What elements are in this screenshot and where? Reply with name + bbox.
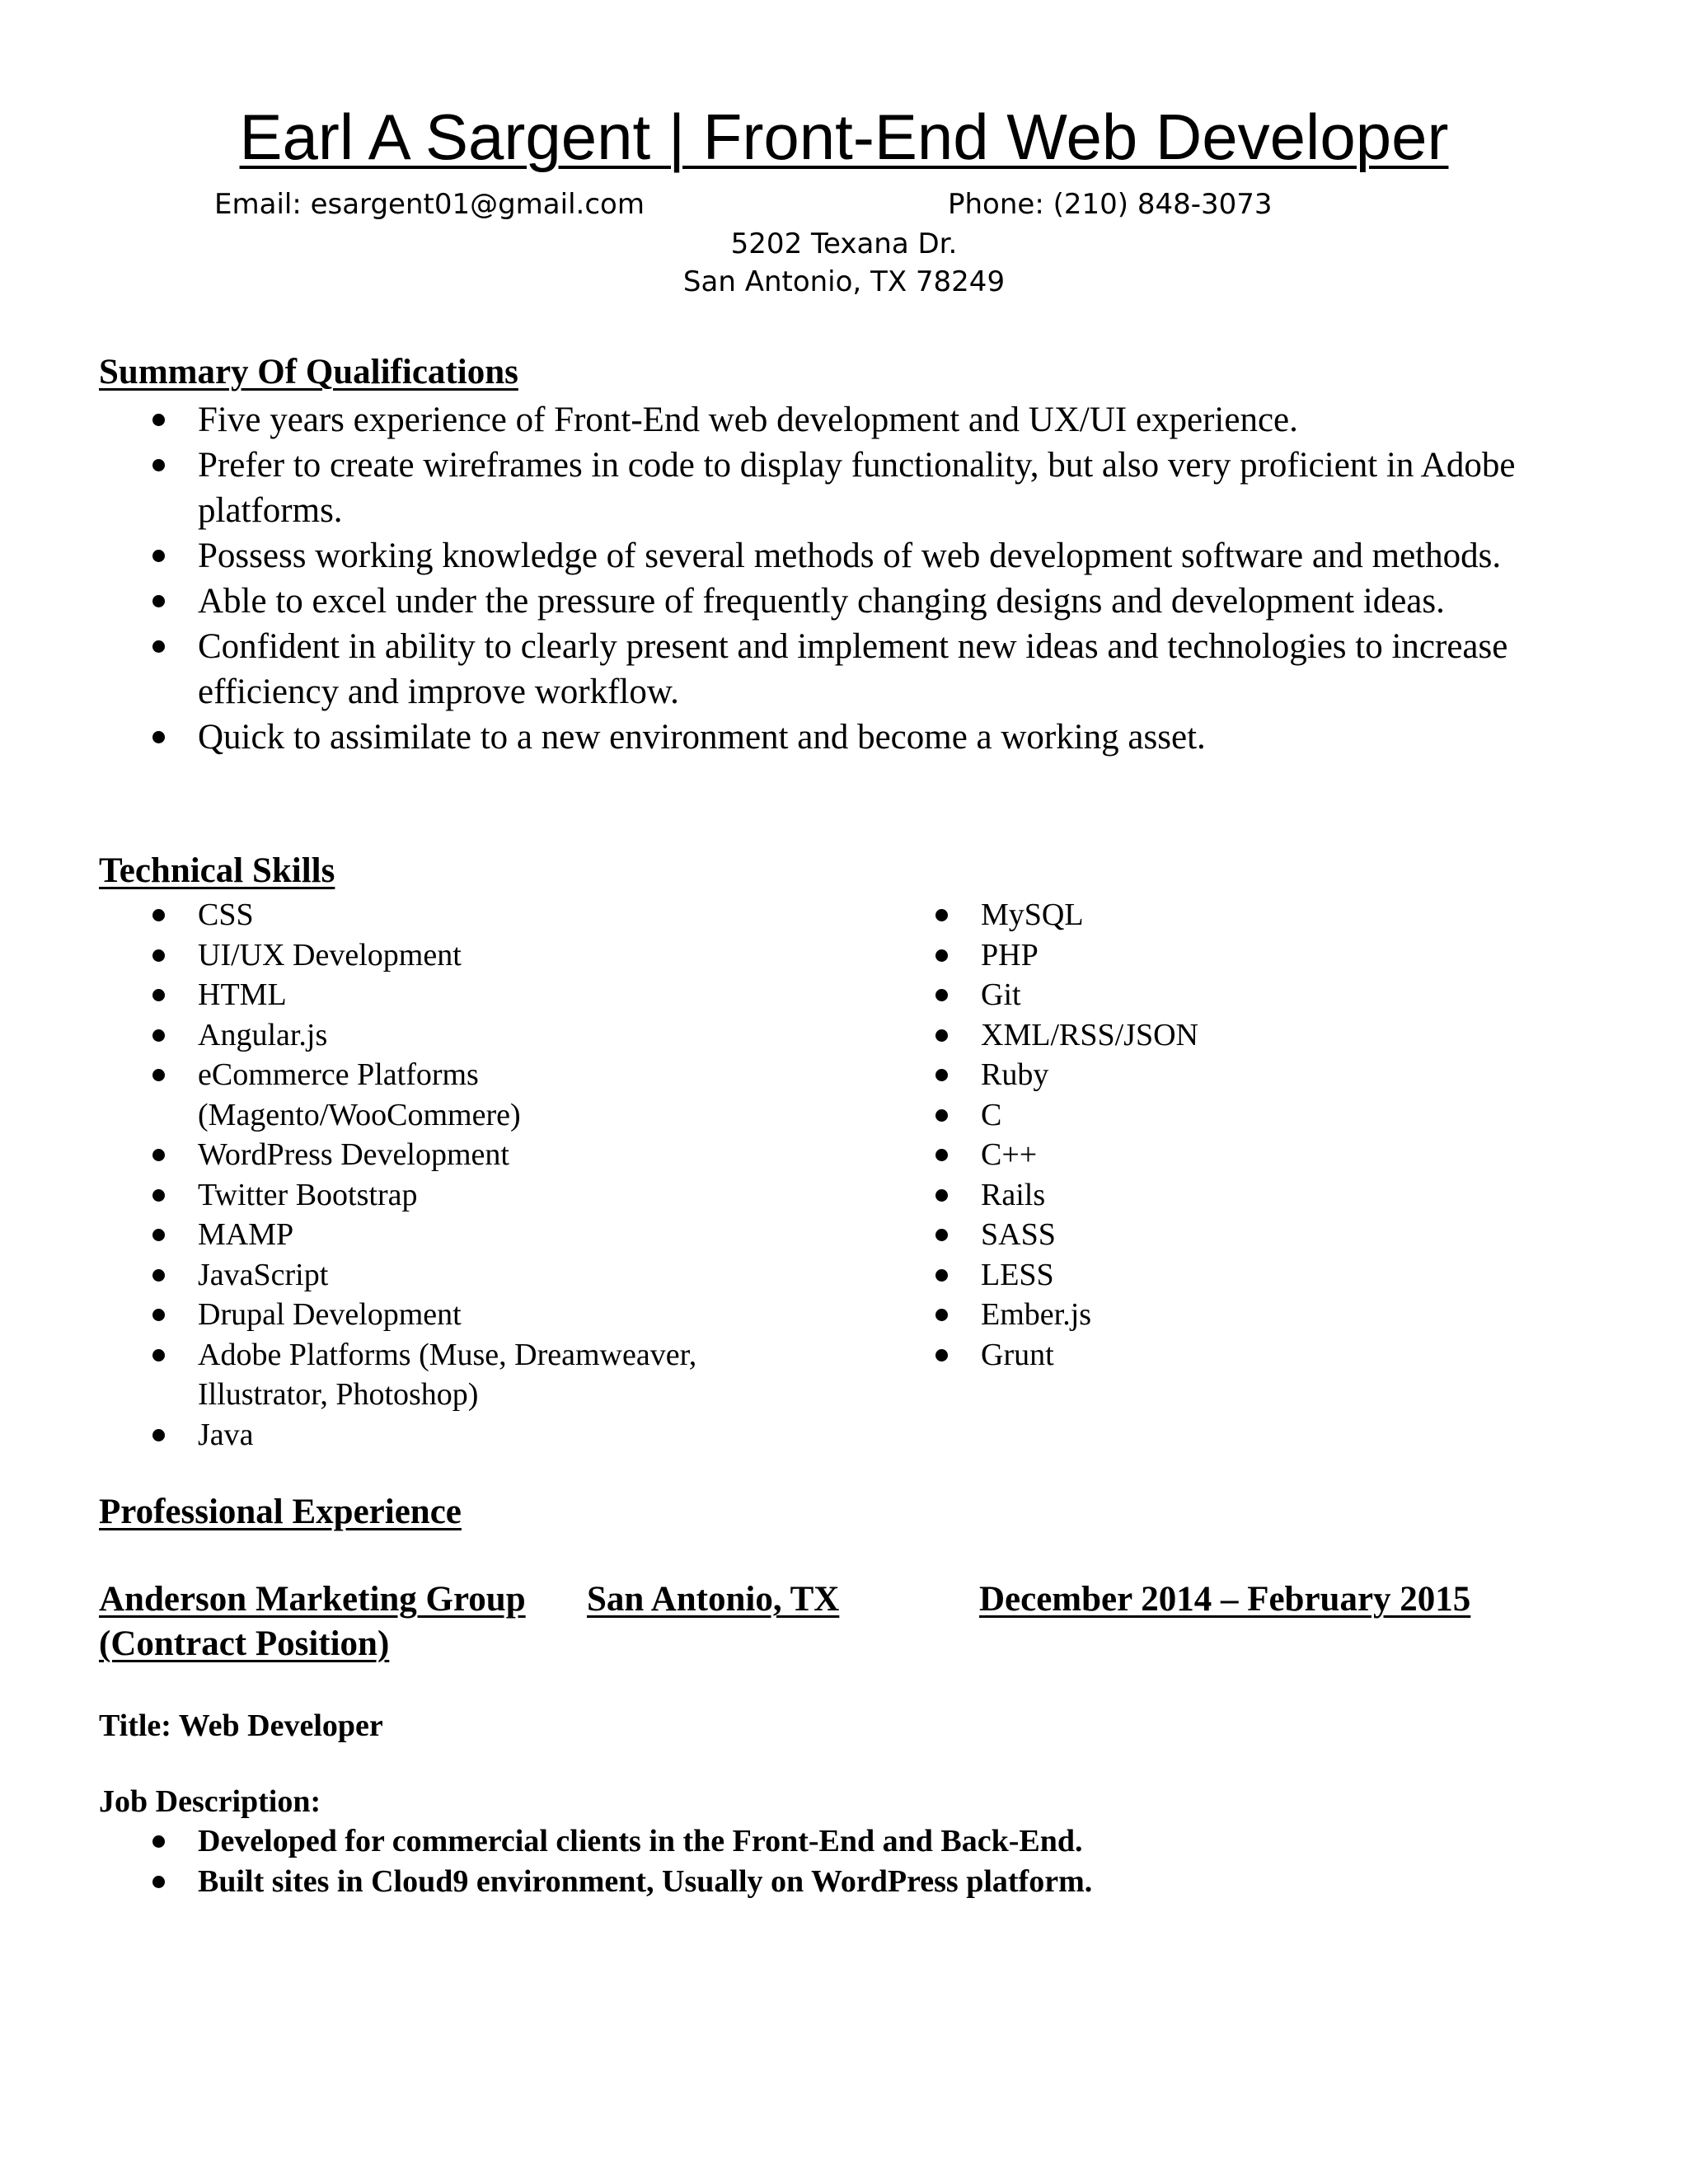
skill-item: Drupal Development	[99, 1295, 841, 1335]
experience-heading: Professional Experience	[99, 1493, 462, 1531]
address-street: 5202 Texana Dr.	[730, 227, 958, 260]
skill-item: UI/UX Development	[99, 935, 841, 976]
skill-item: LESS	[882, 1255, 1624, 1296]
skill-item: eCommerce Platforms (Magento/WooCommere)	[99, 1055, 552, 1135]
skill-item: WordPress Development	[99, 1135, 841, 1175]
resume-title-text: Earl A Sargent | Front-End Web Developer	[239, 101, 1449, 173]
summary-item: Possess working knowledge of several methods of web development software and methods.	[99, 533, 1566, 579]
skill-item: C	[882, 1095, 1624, 1136]
job-location: San Antonio, TX	[587, 1580, 840, 1619]
job-contract-type: (Contract Position)	[99, 1624, 390, 1663]
skill-item: Git	[882, 975, 1624, 1015]
address-city: San Antonio, TX 78249	[682, 265, 1006, 298]
resume-title	[0, 97, 1688, 176]
contact-phone: Phone: (210) 848-3073	[948, 188, 1273, 221]
job-duty-item: Built sites in Cloud9 environment, Usually on WordPress platform.	[99, 1862, 1566, 1902]
skill-item: Angular.js	[99, 1015, 841, 1056]
skill-item: Adobe Platforms (Muse, Dreamweaver, Illustrator, Photoshop)	[99, 1335, 742, 1415]
job-description-label: Job Description:	[99, 1784, 321, 1819]
summary-item: Quick to assimilate to a new environment and become a working asset.	[99, 715, 1566, 760]
skill-item: XML/RSS/JSON	[882, 1015, 1624, 1056]
skill-item: Grunt	[882, 1335, 1624, 1376]
skills-list-right	[882, 895, 1624, 1375]
contact-email: Email: esargent01@gmail.com	[214, 188, 645, 221]
skill-item: Rails	[882, 1175, 1624, 1216]
skill-item: MySQL	[882, 895, 1624, 935]
skill-item: HTML	[99, 975, 841, 1015]
job-company: Anderson Marketing Group	[99, 1580, 526, 1619]
summary-item: Prefer to create wireframes in code to display functionality, but also very proficient in Adobe platforms.	[99, 443, 1566, 533]
skill-item: JavaScript	[99, 1255, 841, 1296]
summary-list	[99, 397, 1566, 760]
summary-item: Five years experience of Front-End web development and UX/UI experience.	[99, 397, 1566, 443]
skills-list-left	[99, 895, 841, 1455]
skill-item: C++	[882, 1135, 1624, 1175]
skills-heading: Technical Skills	[99, 851, 335, 890]
skill-item: MAMP	[99, 1215, 841, 1255]
summary-item: Confident in ability to clearly present and implement new ideas and technologies to increase efficiency and improve workflow.	[99, 624, 1566, 715]
skill-item: Java	[99, 1415, 841, 1455]
skill-item: Ruby	[882, 1055, 1624, 1095]
skill-item: CSS	[99, 895, 841, 935]
summary-item: Able to excel under the pressure of frequently changing designs and development ideas.	[99, 579, 1566, 624]
skill-item: Twitter Bootstrap	[99, 1175, 841, 1216]
job-title: Title: Web Developer	[99, 1708, 383, 1743]
skill-item: SASS	[882, 1215, 1624, 1255]
summary-heading: Summary Of Qualifications	[99, 353, 518, 391]
skill-item: PHP	[882, 935, 1624, 976]
skill-item: Ember.js	[882, 1295, 1624, 1335]
job-duty-item: Developed for commercial clients in the Front-End and Back-End.	[99, 1821, 1566, 1862]
job-dates: December 2014 – February 2015	[979, 1580, 1471, 1619]
job-duties-list	[99, 1821, 1566, 1901]
